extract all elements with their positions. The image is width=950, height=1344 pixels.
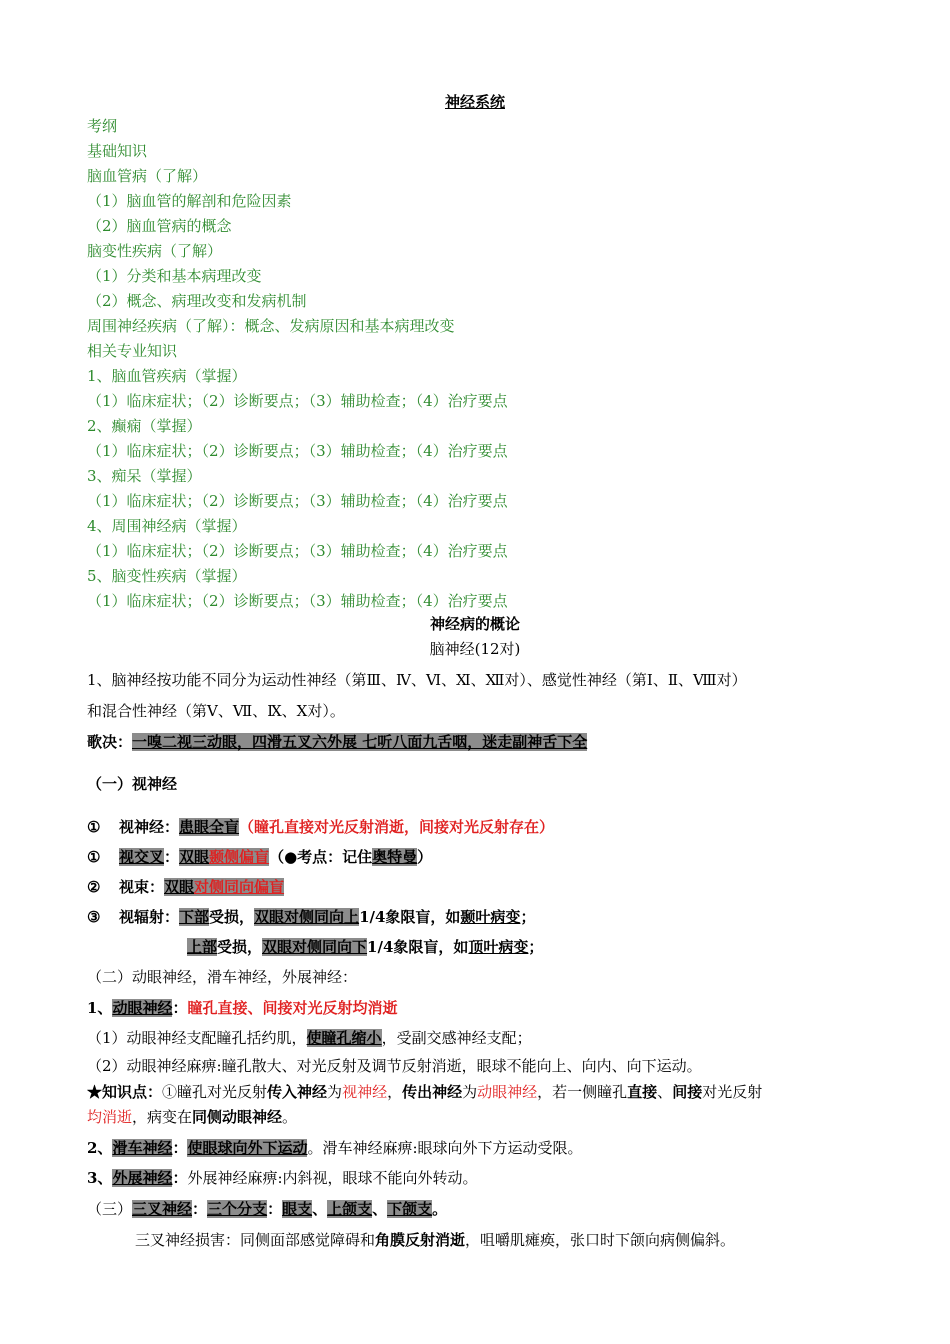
text: ， (387, 1083, 403, 1101)
optic-radiation-line1 (87, 907, 535, 927)
knowledge-point-line1 (87, 1082, 762, 1102)
text: ，病变在 (132, 1108, 193, 1126)
outline-item: 1、脑血管疾病（掌握） (87, 367, 247, 385)
highlight: 眼支 (282, 1200, 313, 1218)
label: 视辐射： (119, 908, 180, 926)
text: 传出神经 (402, 1083, 463, 1101)
text: ，若一侧瞳孔 (537, 1083, 628, 1101)
bullet: ② (87, 878, 101, 896)
para1-line1: 1、脑神经按功能不同分为运动性神经（第Ⅲ、Ⅳ、Ⅵ、Ⅺ、Ⅻ对）、感觉性神经（第Ⅰ、Ⅱ、Ⅷ对） (87, 671, 747, 689)
highlight: 使瞳孔缩小 (306, 1029, 382, 1047)
outline-item: （2）概念、病理改变和发病机制 (87, 292, 307, 310)
text: 受损， (209, 908, 255, 926)
outline-item: （1）分类和基本病理改变 (87, 267, 262, 285)
red-note: （瞳孔直接对光反射消逝，间接对光反射存在） (239, 818, 555, 836)
outline-item: 周围神经疾病（了解）：概念、发病原因和基本病理改变 (87, 317, 455, 335)
highlight: 奥特曼 (372, 848, 418, 866)
red-text: 均消逝 (87, 1108, 133, 1126)
colon: ： (192, 1200, 208, 1218)
highlight-red: 对侧同向偏盲 (194, 878, 285, 896)
highlight: 双眼对侧同向下 (262, 938, 368, 956)
outline-item: 5、脑变性疾病（掌握） (87, 567, 247, 585)
highlight: 双眼 (179, 848, 210, 866)
text: （1）动眼神经支配瞳孔括约肌， (87, 1029, 307, 1047)
trigeminal-damage-line (135, 1230, 735, 1250)
optic-chiasm-line (87, 847, 432, 867)
bullet: ① (87, 818, 101, 836)
outline-item: （1）临床症状；（2）诊断要点；（3）辅助检查；（4）治疗要点 (87, 542, 508, 560)
outline-item: 4、周围神经病（掌握） (87, 517, 247, 535)
outline-item: （1）临床症状；（2）诊断要点；（3）辅助检查；（4）治疗要点 (87, 592, 508, 610)
highlight-red: 颞侧偏盲 (209, 848, 270, 866)
colon: ： (267, 1200, 283, 1218)
text: ； (520, 908, 536, 926)
highlight: 滑车神经 (112, 1139, 173, 1157)
text: 外展神经麻痹:内斜视，眼球不能向外转动。 (187, 1169, 478, 1187)
highlight: 三个分支 (207, 1200, 268, 1218)
text: 间接 (672, 1083, 703, 1101)
knowledge-point-line2 (87, 1107, 297, 1127)
colon: ： (164, 848, 180, 866)
red-note: 瞳孔直接、间接对光反射均消逝 (187, 999, 398, 1017)
section-title: 神经病的概论 (429, 615, 520, 633)
optic-radiation-line2 (187, 937, 543, 957)
highlight: 使眼球向外下运动 (187, 1139, 308, 1157)
text: 同侧动眼神经 (192, 1108, 283, 1126)
highlight: 双眼对侧同向上 (254, 908, 360, 926)
outline-item: 2、癫痫（掌握） (87, 417, 202, 435)
underline: 顶叶病变 (468, 938, 529, 956)
outline-item: 脑变性疾病（了解） (87, 242, 223, 260)
oculo-heading: （二）动眼神经，滑车神经，外展神经： (87, 968, 358, 986)
outline-item: （1）临床症状；（2）诊断要点；（3）辅助检查；（4）治疗要点 (87, 492, 508, 510)
outline-item: （1）脑血管的解剖和危险因素 (87, 192, 292, 210)
highlight: 上部 (187, 938, 218, 956)
outline-item: （2）脑血管病的概念 (87, 217, 232, 235)
oculo-line3: （2）动眼神经麻痹:瞳孔散大、对光反射及调节反射消逝，眼球不能向上、向内、向下运动。 (87, 1057, 702, 1075)
text: 1/4象限盲，如 (359, 908, 461, 926)
oculo-line1 (87, 998, 397, 1018)
text: ，咀嚼肌瘫痪，张口时下颌向病侧偏斜。 (465, 1231, 736, 1249)
text: ，受副交感神经支配； (381, 1029, 532, 1047)
colon: ： (172, 1139, 188, 1157)
note: ） (417, 848, 433, 866)
text: 受损， (217, 938, 263, 956)
optic-tract-line (87, 877, 284, 897)
highlight: 动眼神经 (112, 999, 173, 1017)
abducens-line (87, 1168, 478, 1188)
outline-item: 考纲 (87, 117, 118, 135)
para1-line2: 和混合性神经（第Ⅴ、Ⅶ、Ⅸ、Ⅹ对）。 (87, 702, 345, 720)
text: 角膜反射消逝 (375, 1231, 466, 1249)
highlight: 患眼全盲 (179, 818, 240, 836)
number: 2、 (87, 1139, 113, 1157)
sub-title: 脑神经(12对) (429, 640, 521, 658)
underline: 颞叶病变 (460, 908, 521, 926)
optic-nerve-line (87, 817, 554, 837)
doc-title: 神经系统 (444, 93, 505, 111)
separator: 、 (372, 1200, 388, 1218)
kp-label: ★知识点： (87, 1083, 163, 1101)
text: 为 (462, 1083, 478, 1101)
label: 视神经： (119, 818, 180, 836)
highlight: 外展神经 (112, 1169, 173, 1187)
red-text: 视神经 (342, 1083, 388, 1101)
number: 1、 (87, 999, 113, 1017)
text: ①瞳孔对光反射 (162, 1083, 268, 1101)
highlight: 下部 (179, 908, 210, 926)
trochlear-line (87, 1138, 583, 1158)
optic-heading: （一）视神经 (87, 775, 178, 793)
outline-item: 3、痴呆（掌握） (87, 467, 202, 485)
text: 1/4象限盲，如 (367, 938, 469, 956)
number: 3、 (87, 1169, 113, 1187)
oculo-line2 (87, 1028, 532, 1048)
mnemonic-text: 一嗅二视三动眼，四滑五叉六外展 七听八面九舌咽，迷走副神舌下全 (132, 733, 588, 751)
text: 。滑车神经麻痹:眼球向外下方运动受限。 (307, 1139, 583, 1157)
outline-item: 相关专业知识 (87, 342, 178, 360)
trigeminal-line (87, 1199, 447, 1219)
text: 为 (327, 1083, 343, 1101)
label: 视束： (119, 878, 165, 896)
text: 传入神经 (267, 1083, 328, 1101)
mnemonic-label: 歌决： (87, 733, 133, 751)
red-text: 动眼神经 (477, 1083, 538, 1101)
text: ； (528, 938, 544, 956)
highlight: 三叉神经 (132, 1200, 193, 1218)
bullet: ③ (87, 908, 101, 926)
highlight: 下颌支 (387, 1200, 433, 1218)
separator: 、 (312, 1200, 328, 1218)
highlight: 视交叉 (119, 848, 165, 866)
highlight: 双眼 (164, 878, 195, 896)
text: 直接 (627, 1083, 658, 1101)
highlight: 上颌支 (327, 1200, 373, 1218)
text: 、 (657, 1083, 673, 1101)
bullet: ① (87, 848, 101, 866)
colon: ： (172, 1169, 188, 1187)
text: 三叉神经损害：同侧面部感觉障碍和 (135, 1231, 376, 1249)
outline-item: 脑血管病（了解） (87, 167, 208, 185)
outline-item: 基础知识 (87, 142, 148, 160)
outline-item: （1）临床症状；（2）诊断要点；（3）辅助检查；（4）治疗要点 (87, 442, 508, 460)
text: 。 (432, 1200, 448, 1218)
text: 对光反射 (702, 1083, 763, 1101)
mnemonic-line (87, 732, 587, 752)
text: （三） (87, 1200, 133, 1218)
colon: ： (172, 999, 188, 1017)
outline-item: （1）临床症状；（2）诊断要点；（3）辅助检查；（4）治疗要点 (87, 392, 508, 410)
text: 。 (282, 1108, 298, 1126)
note: （●考点：记住 (269, 848, 373, 866)
